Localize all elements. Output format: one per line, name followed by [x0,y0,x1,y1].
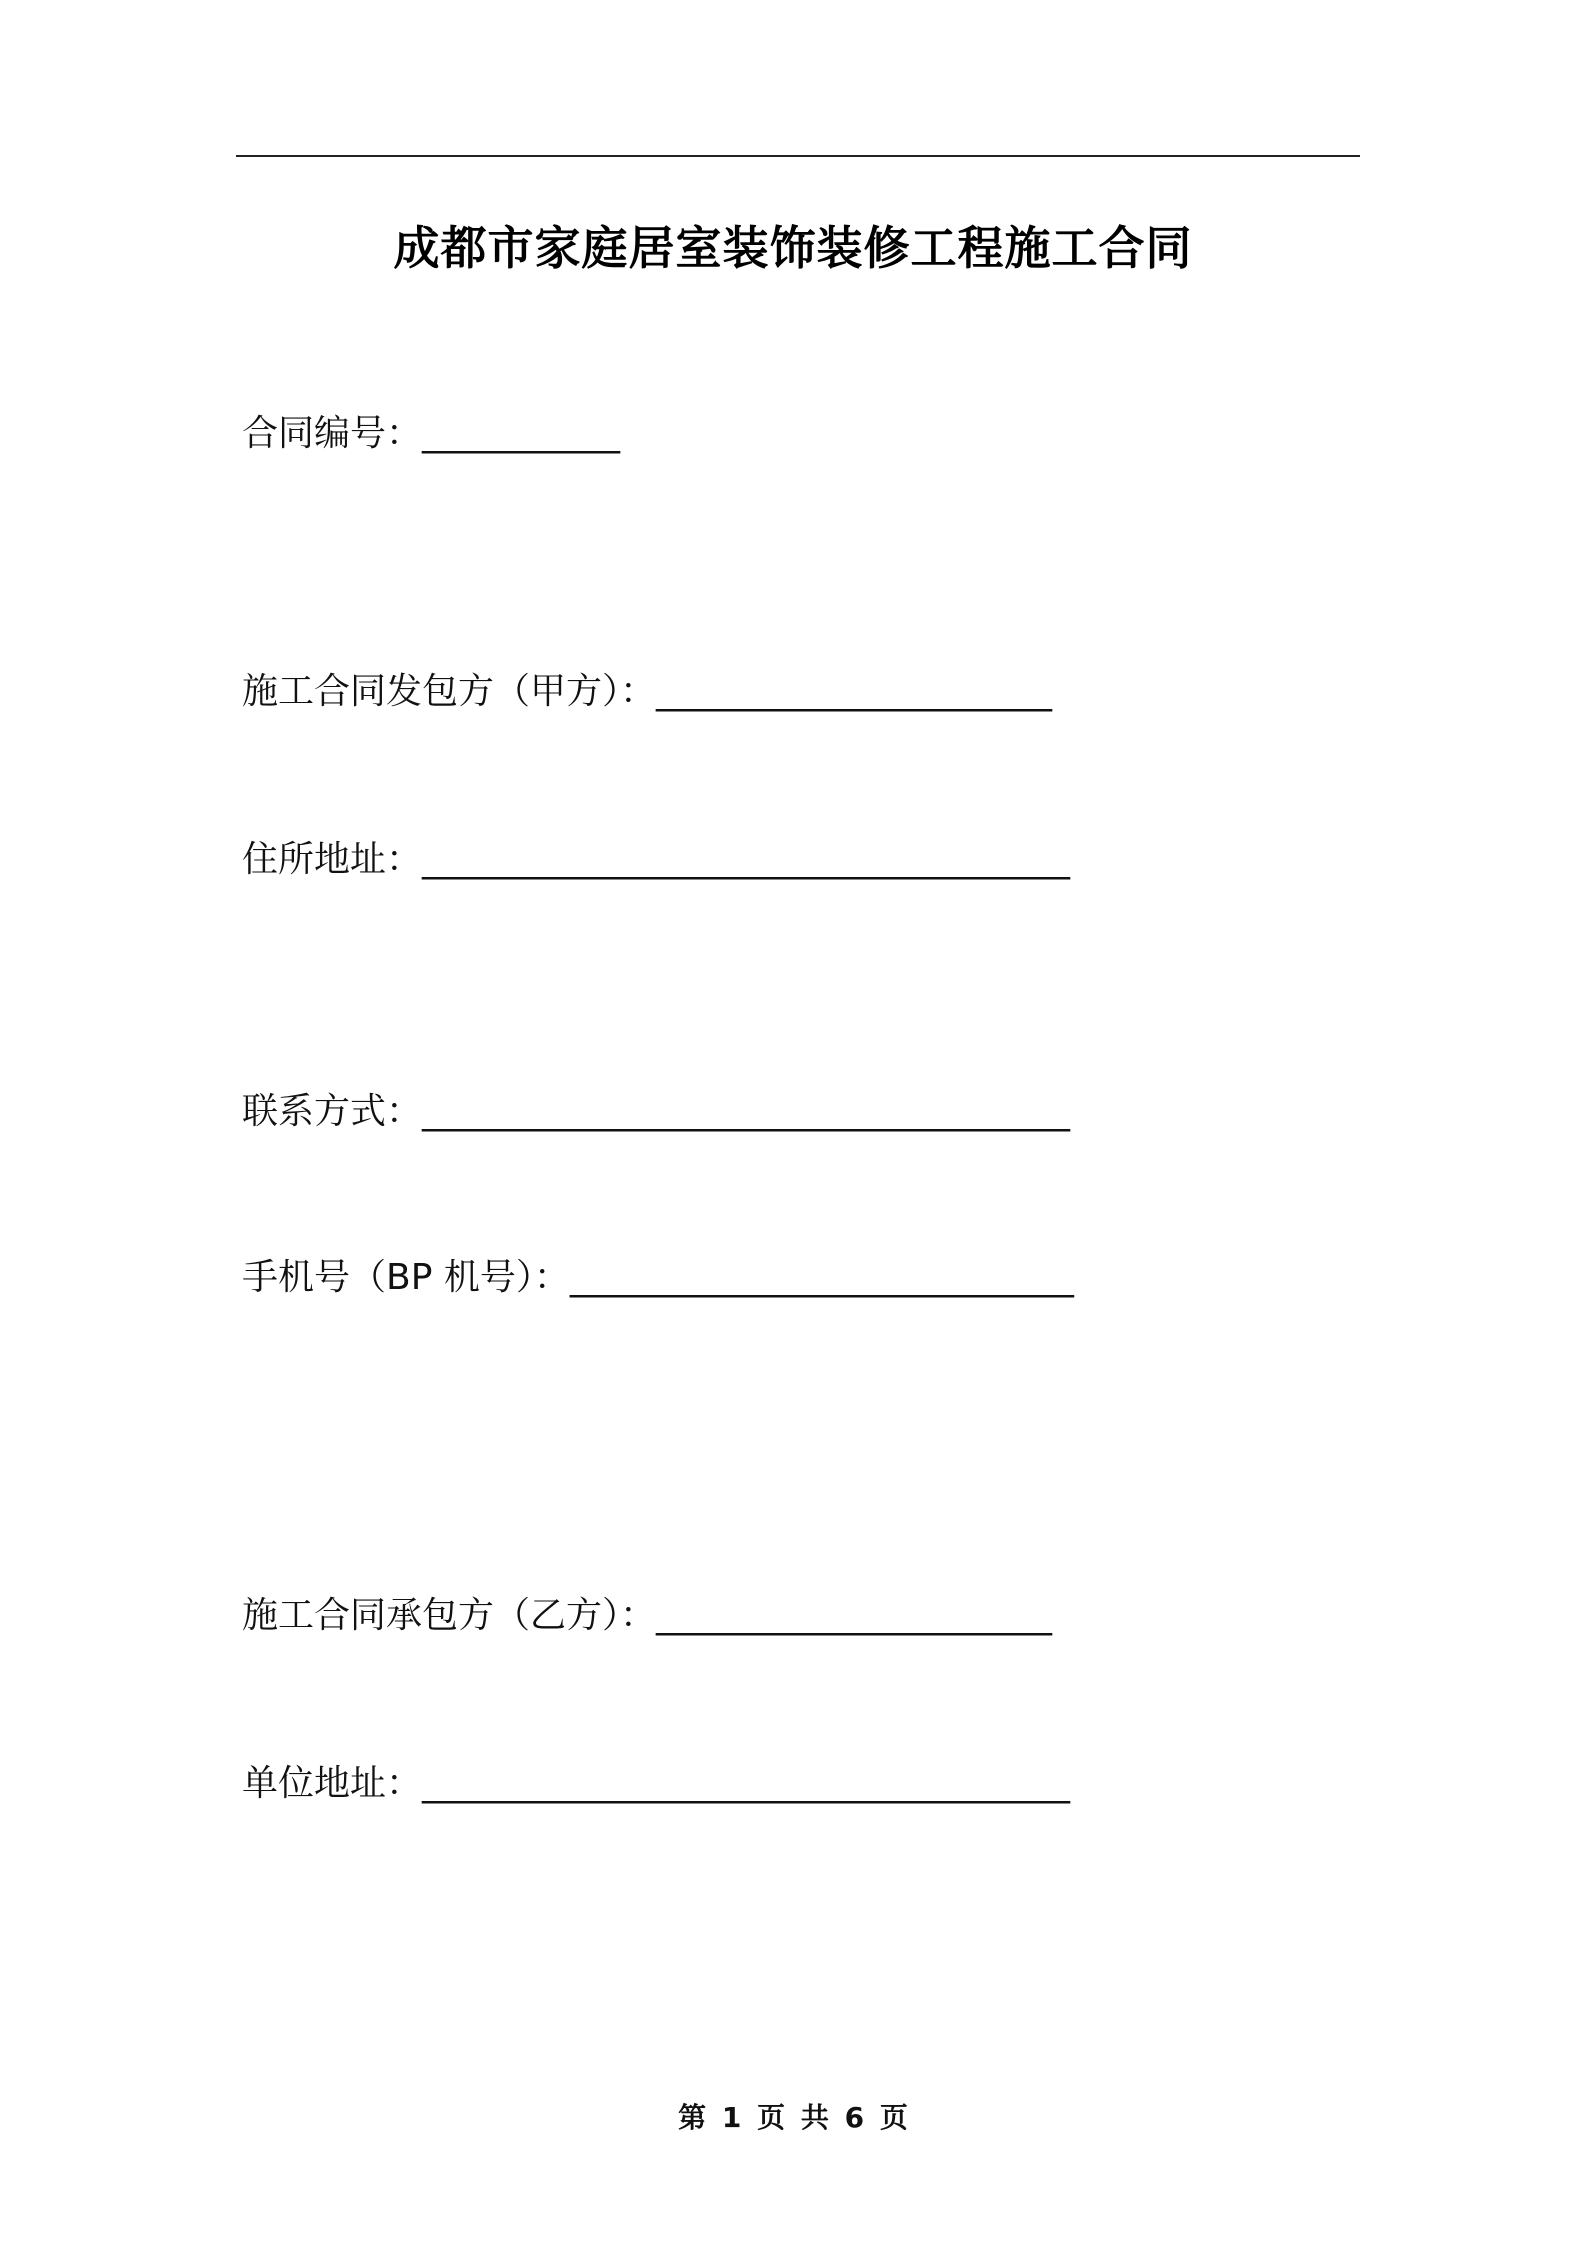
residence-address-label: 住所地址： [242,839,423,880]
company-address-blank[interactable]: ____________________________________ [422,1763,1071,1804]
header-rule [236,155,1360,157]
party-b-blank[interactable]: ______________________ [656,1595,1053,1636]
party-a-label: 施工合同发包方（甲方）： [242,671,657,712]
contract-number-blank[interactable]: ___________ [422,413,621,454]
company-address-label: 单位地址： [242,1763,423,1804]
contact-method-label: 联系方式： [242,1091,423,1132]
contact-method-field [242,1090,1070,1134]
company-address-field [242,1762,1070,1806]
party-b-field [242,1594,1052,1638]
mobile-number-blank[interactable]: ____________________________ [569,1257,1074,1298]
party-a-blank[interactable]: ______________________ [656,671,1053,712]
party-b-label: 施工合同承包方（乙方）： [242,1595,657,1636]
mobile-number-field [242,1256,1074,1300]
document-title: 成都市家庭居室装饰装修工程施工合同 [393,221,1193,275]
mobile-number-label: 手机号（BP 机号）： [242,1257,570,1298]
party-a-field [242,670,1052,714]
contract-number-field [242,412,620,456]
contact-method-blank[interactable]: ____________________________________ [422,1091,1071,1132]
residence-address-blank[interactable]: ____________________________________ [422,839,1071,880]
contract-number-label: 合同编号： [242,413,423,454]
page-number-footer: 第 1 页 共 6 页 [678,2101,908,2134]
residence-address-field [242,838,1070,882]
